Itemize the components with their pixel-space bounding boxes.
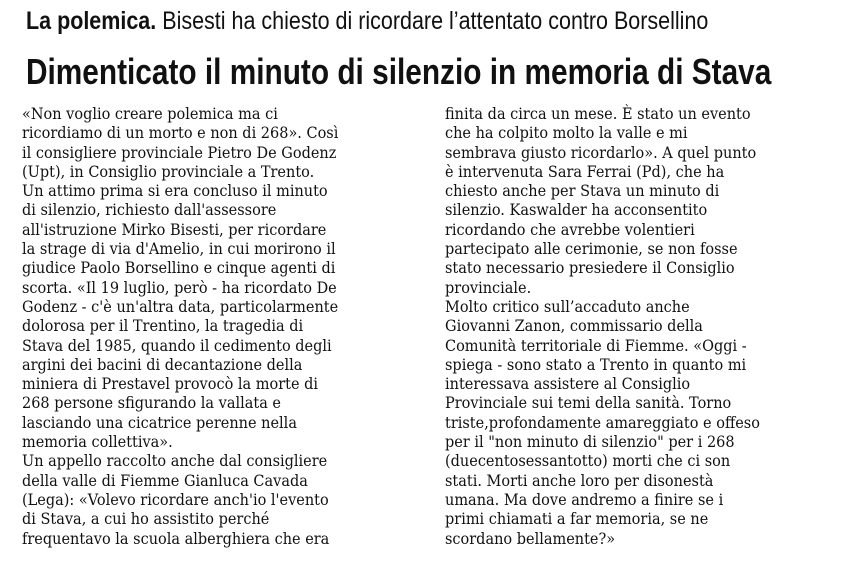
article-column-right [445,104,793,548]
text-line: all'istruzione Mirko Bisesti, per ricordare [22,219,327,239]
text-line: stati. Morti anche loro per disonestà [445,470,714,490]
text-line: della valle di Fiemme Gianluca Cavada [22,470,308,490]
text-line: ricordiamo di un morto e non di 268». Così [22,123,339,143]
text-line: «Non voglio creare polemica ma ci [22,104,278,123]
text-line: scorta. «Il 19 luglio, però - ha ricordato De [22,277,337,297]
article-column-left [22,104,372,548]
text-line: frequentavo la scuola alberghiera che era [22,528,330,548]
text-line: ricordando che avrebbe volentieri [445,219,695,239]
text-line: Stava del 1985, quando il cedimento degli [22,335,332,355]
text-line: per il "non minuto di silenzio" per i 268 [445,432,735,452]
text-line: Un appello raccolto anche dal consigliere [22,451,328,471]
text-line: la strage di via d'Amelio, in cui morirono il [22,239,336,259]
kicker-tag: La polemica. [26,7,157,35]
text-line: silenzio. Kaswalder ha acconsentito [445,200,708,220]
text-line: giudice Paolo Borsellino e cinque agenti di [22,258,336,278]
text-line: miniera di Prestavel provocò la morte di [22,374,319,394]
text-line: Comunità territoriale di Fiemme. «Oggi - [445,335,747,355]
text-line: di Stava, a cui ho assistito perché [22,509,270,529]
text-line: di silenzio, richiesto dall'assessore [22,200,277,220]
text-line: che ha colpito molto la valle e mi [445,123,688,143]
text-line: umana. Ma dove andremo a finire se i [445,489,724,509]
text-line: lasciando una cicatrice perenne nella [22,412,297,432]
text-line: (Lega): «Volevo ricordare anch'io l'evento [22,489,329,509]
text-line: stato necessario presiedere il Consiglio [445,258,735,278]
text-line: è intervenuta Sara Ferrai (Pd), che ha [445,161,725,181]
text-line: dolorosa per il Trentino, la tragedia di [22,316,304,336]
text-line: Un attimo prima si era concluso il minuto [22,181,328,201]
kicker [26,6,740,36]
text-line: spiega - sono stato a Trento in quanto mi [445,354,747,374]
text-line: (duecentosessantotto) morti che ci son [445,451,731,471]
text-line: Provinciale sui temi della sanità. Torno [445,393,732,413]
text-line: partecipato alle cerimonie, se non fosse [445,239,738,259]
text-line: finita da circa un mese. È stato un evento [445,104,751,123]
text-line: provinciale. [445,277,532,297]
text-line: scordano bellamente?» [445,528,616,548]
text-line: memoria collettiva». [22,432,173,452]
text-line: (Upt), in Consiglio provinciale a Trento. [22,161,315,181]
text-line: Godenz - c'è un'altra data, particolarmente [22,296,339,316]
text-line: Molto critico sull’accaduto anche [445,296,690,316]
text-line: sembrava giusto ricordarlo». A quel punto [445,142,757,162]
text-line: 268 persone sfigurando la vallata e [22,393,281,413]
headline: Dimenticato il minuto di silenzio in memoria di Stava [26,51,772,92]
text-line: triste,profondamente amareggiato e offeso [445,412,760,432]
text-line: primi chiamati a far memoria, se ne [445,509,709,529]
kicker-subtitle: Bisesti ha chiesto di ricordare l’attentato contro Borsellino [162,7,709,35]
text-line: il consigliere provinciale Pietro De Godenz [22,142,337,162]
text-line: argini dei bacini di decantazione della [22,354,303,374]
text-line: chiesto anche per Stava un minuto di [445,181,720,201]
text-line: Giovanni Zanon, commissario della [445,316,703,336]
text-line: interessava assistere al Consiglio [445,374,691,394]
